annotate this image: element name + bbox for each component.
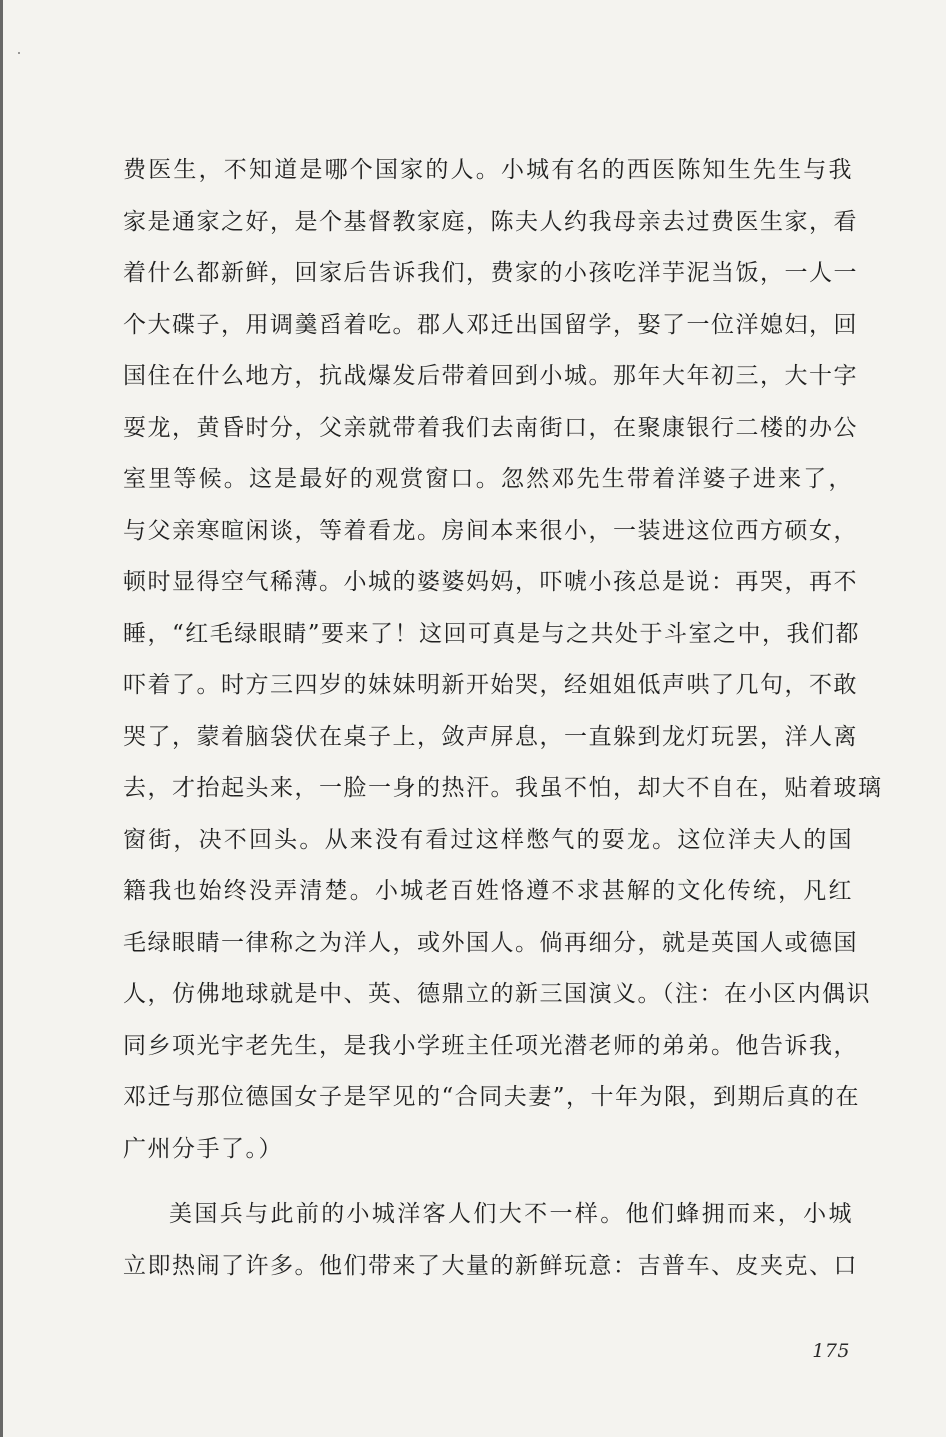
body-text — [123, 145, 883, 1292]
text-line: 与父亲寒暄闲谈，等着看龙。房间本来很小，一装进这位西方硕女， — [123, 517, 858, 544]
text-line: 家是通家之好，是个基督教家庭，陈夫人约我母亲去过费医生家，看 — [123, 208, 858, 235]
text-line: 费医生，不知道是哪个国家的人。小城有名的西医陈知生先生与我 — [123, 157, 853, 183]
page-binding-edge — [0, 0, 3, 1437]
text-line: 广州分手了。） — [123, 1135, 283, 1162]
text-line: 室里等候。这是最好的观赏窗口。忽然邓先生带着洋婆子进来了， — [123, 466, 853, 492]
text-line: 国住在什么地方，抗战爆发后带着回到小城。那年大年初三，大十字 — [123, 363, 858, 389]
text-line: 籍我也始终没弄清楚。小城老百姓恪遵不求甚解的文化传统，凡红 — [123, 878, 853, 904]
scan-speck — [18, 52, 20, 54]
text-line: 立即热闹了许多。他们带来了大量的新鲜玩意：吉普车、皮夹克、口 — [123, 1252, 858, 1279]
text-line: 耍龙，黄昏时分，父亲就带着我们去南街口，在聚康银行二楼的办公 — [123, 414, 858, 441]
text-line: 吓着了。时方三四岁的妹妹明新开始哭，经姐姐低声哄了几句，不敢 — [123, 672, 858, 698]
paragraph-2 — [123, 1189, 858, 1292]
text-line: 毛绿眼睛一律称之为洋人，或外国人。倘再细分，就是英国人或德国 — [123, 929, 858, 956]
text-line: 同乡项光宇老先生，是我小学班主任项光潜老师的弟弟。他告诉我， — [123, 1032, 858, 1059]
text-line: 顿时显得空气稀薄。小城的婆婆妈妈，吓唬小孩总是说：再哭，再不 — [123, 569, 858, 595]
page-number: 175 — [812, 1340, 850, 1362]
text-line: 个大碟子，用调羹舀着吃。郡人邓迁出国留学，娶了一位洋媳妇，回 — [123, 311, 858, 338]
text-line: 邓迁与那位德国女子是罕见的“合同夫妻”，十年为限，到期后真的在 — [123, 1084, 861, 1110]
paragraph-1 — [123, 145, 883, 1175]
text-line: 睡，“红毛绿眼睛”要来了！这回可真是与之共处于斗室之中，我们都 — [123, 620, 861, 647]
text-line: 美国兵与此前的小城洋客人们大不一样。他们蜂拥而来，小城 — [169, 1201, 853, 1227]
text-line: 着什么都新鲜，回家后告诉我们，费家的小孩吃洋芋泥当饭，一人一 — [123, 260, 858, 286]
text-line: 去，才抬起头来，一脸一身的热汗。我虽不怕，却大不自在，贴着玻璃 — [123, 775, 883, 801]
paragraph-gap — [123, 1175, 853, 1189]
text-line: 窗街，决不回头。从来没有看过这样憋气的耍龙。这位洋夫人的国 — [123, 826, 853, 853]
text-line: 哭了，蒙着脑袋伏在桌子上，敛声屏息，一直躲到龙灯玩罢，洋人离 — [123, 723, 858, 750]
text-line: 人，仿佛地球就是中、英、德鼎立的新三国演义。（注：在小区内偶识 — [123, 981, 871, 1007]
